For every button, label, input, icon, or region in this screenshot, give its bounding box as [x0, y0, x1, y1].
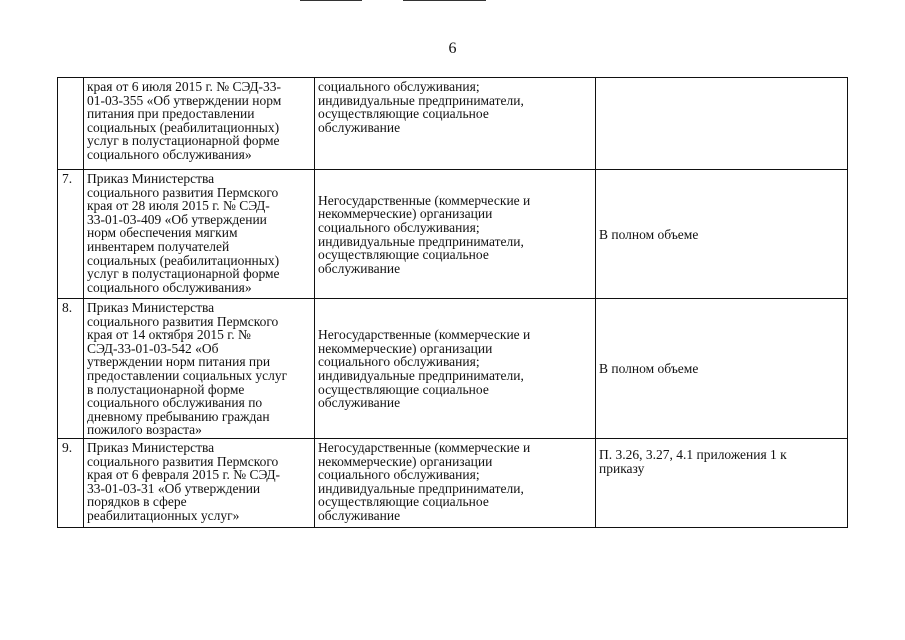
scope-cell [596, 299, 848, 439]
legal-act-line: дневному пребыванию граждан [87, 408, 270, 424]
table-row [58, 78, 848, 170]
subjects-line: осуществляющие социальное [318, 494, 489, 510]
subjects-line: обслуживание [318, 507, 401, 523]
scope-line: В полном объеме [599, 226, 699, 242]
legal-act-line: социального обслуживания» [87, 146, 252, 162]
subjects-line: некоммерческие) организации [318, 453, 493, 469]
table-row [58, 439, 848, 528]
scope-cell [596, 78, 848, 170]
subjects-line: осуществляющие социальное [318, 106, 489, 122]
legal-act-line: реабилитационных услуг» [87, 507, 240, 523]
subjects-line: социального обслуживания; [318, 219, 480, 235]
page-number: 6 [448, 40, 457, 57]
table-row [58, 170, 848, 299]
subjects-line: Негосударственные (коммерческие и [318, 192, 531, 208]
scope-line: приказу [599, 460, 645, 476]
scope-line: В полном объеме [599, 361, 699, 377]
subjects-cell [315, 439, 596, 528]
legal-act-line: 33-01-03-31 «Об утверждении [87, 480, 261, 496]
subjects-line: индивидуальные предприниматели, [318, 368, 524, 383]
subjects-line: некоммерческие) организации [318, 340, 493, 356]
legal-act-line: края от 14 октября 2015 г. № [87, 327, 251, 343]
legal-act-line: инвентарем получателей [87, 238, 230, 254]
legal-act-line: социального обслуживания по [87, 395, 263, 411]
legal-act-line: питания при предоставлении [87, 106, 255, 122]
subjects-line: индивидуальные предприниматели, [318, 480, 524, 496]
legal-act-line: услуг в полустационарной форме [87, 133, 280, 149]
subjects-line: обслуживание [318, 260, 401, 276]
legal-act-cell [84, 299, 315, 439]
legal-act-line: порядков в сфере [87, 494, 187, 510]
row-number-cell: 8. [58, 299, 84, 439]
legal-act-line: социального развития Пермского [87, 313, 279, 329]
subjects-line: некоммерческие) организации [318, 206, 493, 222]
top-edge-mark-right [403, 0, 486, 1]
table-row [58, 299, 848, 439]
legal-act-line: Приказ Министерства [87, 300, 215, 315]
legal-act-line: в полустационарной форме [87, 381, 245, 397]
legal-act-line: норм обеспечения мягким [87, 225, 238, 241]
subjects-line: индивидуальные предприниматели, [318, 233, 524, 249]
legal-act-line: социального обслуживания» [87, 279, 252, 295]
legal-act-line: предоставлении социальных услуг [87, 367, 288, 383]
subjects-cell [315, 170, 596, 299]
subjects-line: социального обслуживания; [318, 79, 480, 94]
legal-act-line: 01-03-355 «Об утверждении норм [87, 92, 282, 108]
row-number-cell: 7. [58, 170, 84, 299]
regulations-table [57, 77, 848, 528]
subjects-line: социального обслуживания; [318, 354, 480, 370]
subjects-line: Негосударственные (коммерческие и [318, 440, 531, 455]
legal-act-line: края от 6 июля 2015 г. № СЭД-33- [87, 79, 282, 94]
legal-act-cell [84, 78, 315, 170]
subjects-line: осуществляющие социальное [318, 247, 489, 263]
scope-cell [596, 170, 848, 299]
legal-act-line: социальных (реабилитационных) [87, 119, 280, 135]
subjects-cell [315, 299, 596, 439]
legal-act-line: утверждении норм питания при [87, 354, 271, 370]
legal-act-line: 33-01-03-409 «Об утверждении [87, 211, 267, 227]
legal-act-line: края от 6 февраля 2015 г. № СЭД- [87, 467, 281, 483]
legal-act-line: пожилого возраста» [87, 422, 202, 438]
subjects-line: индивидуальные предприниматели, [318, 92, 524, 108]
legal-act-line: услуг в полустационарной форме [87, 266, 280, 282]
subjects-line: осуществляющие социальное [318, 381, 489, 397]
row-number-cell [58, 78, 84, 170]
subjects-line: обслуживание [318, 395, 401, 411]
legal-act-cell [84, 439, 315, 528]
subjects-cell [315, 78, 596, 170]
legal-act-line: Приказ Министерства [87, 171, 215, 186]
legal-act-line: социальных (реабилитационных) [87, 252, 280, 268]
row-number-cell: 9. [58, 439, 84, 528]
subjects-line: социального обслуживания; [318, 467, 480, 483]
legal-act-line: края от 28 июля 2015 г. № СЭД- [87, 198, 270, 214]
legal-act-line: социального развития Пермского [87, 184, 279, 200]
subjects-line: обслуживание [318, 119, 401, 135]
legal-act-line: социального развития Пермского [87, 453, 279, 469]
scope-cell [596, 439, 848, 528]
legal-act-line: Приказ Министерства [87, 440, 215, 455]
legal-act-line: СЭД-33-01-03-542 «Об [87, 340, 219, 356]
top-edge-mark-left [300, 0, 362, 1]
scope-line: П. 3.26, 3.27, 4.1 приложения 1 к [599, 447, 787, 462]
subjects-line: Негосударственные (коммерческие и [318, 327, 531, 343]
legal-act-cell [84, 170, 315, 299]
